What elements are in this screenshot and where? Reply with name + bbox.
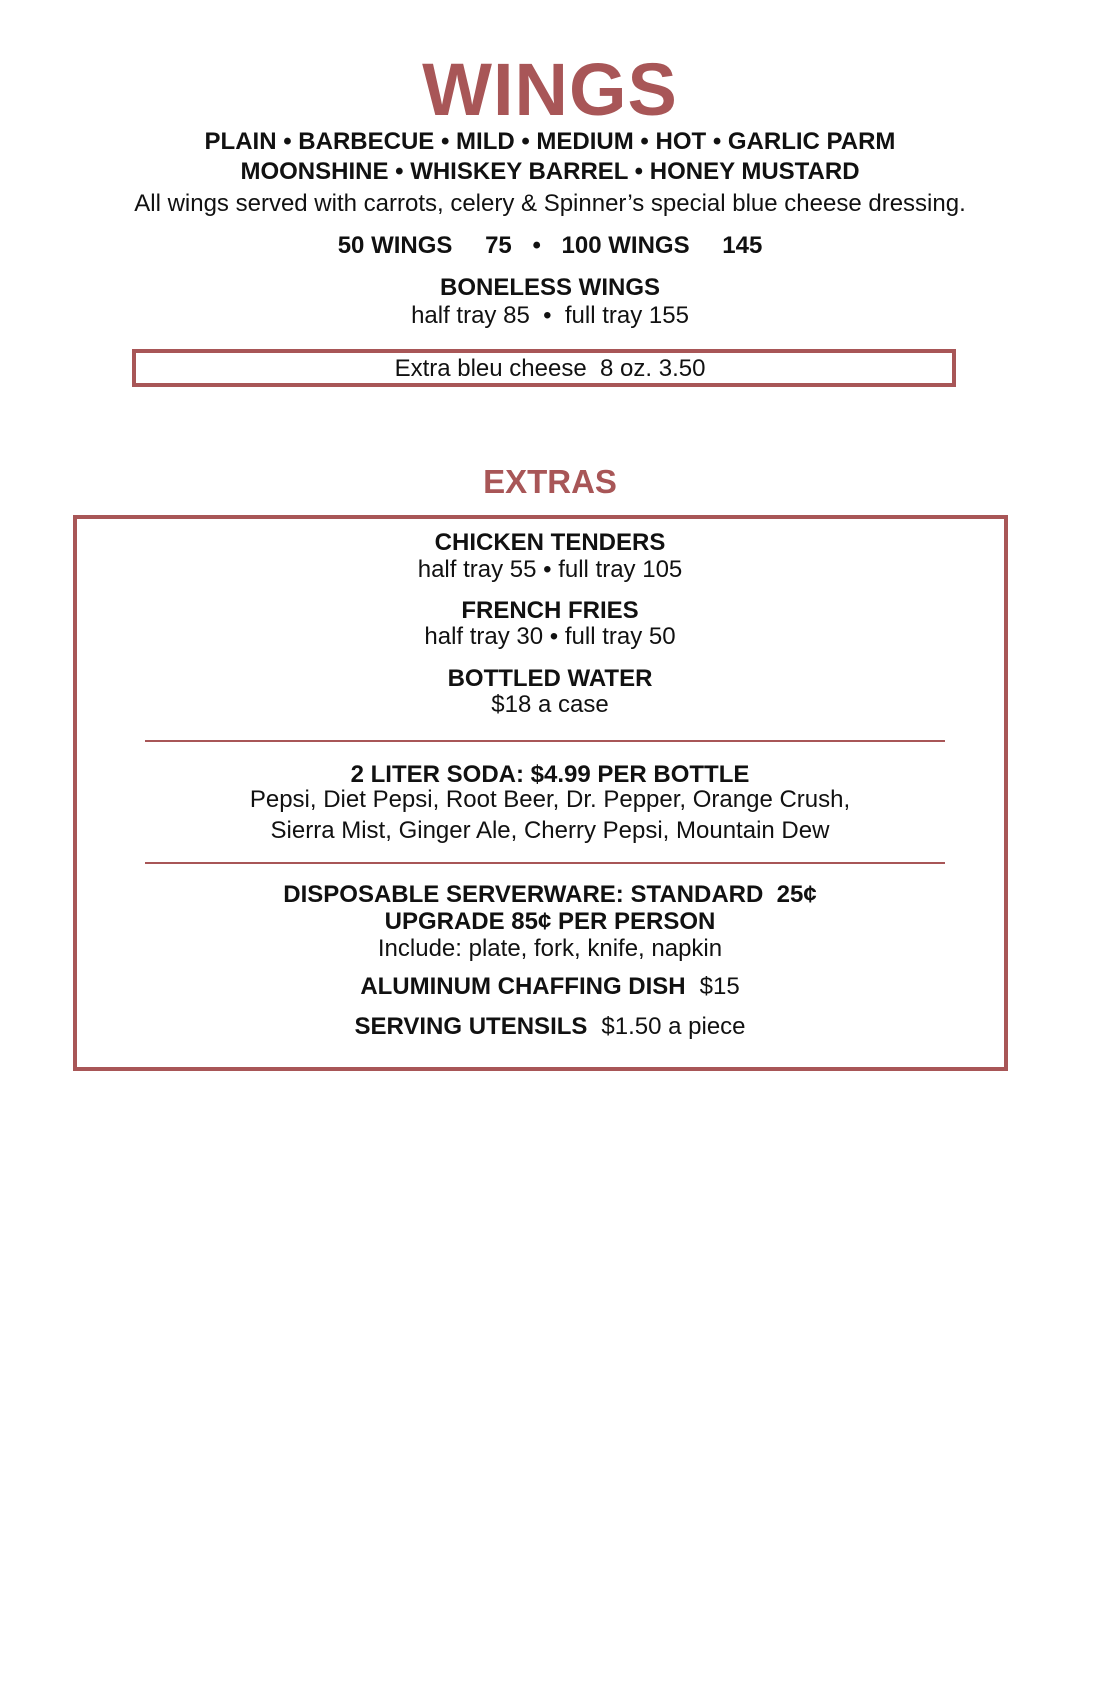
wings-50-label: 50 WINGS: [337, 232, 453, 259]
chaffing-dish-price: $15: [699, 973, 740, 1000]
serving-utensils-label: SERVING UTENSILS: [354, 1013, 588, 1040]
divider-1: [145, 740, 945, 742]
boneless-wings-title: BONELESS WINGS: [439, 274, 661, 301]
chaffing-dish-label: ALUMINUM CHAFFING DISH: [360, 973, 686, 1000]
wing-flavors-line-2: MOONSHINE • WHISKEY BARREL • HONEY MUSTARD: [240, 158, 860, 185]
extra-bleu-cheese-text: Extra bleu cheese 8 oz. 3.50: [394, 355, 706, 382]
french-fries-title: FRENCH FRIES: [461, 597, 639, 624]
wing-flavors-line-1: PLAIN • BARBECUE • MILD • MEDIUM • HOT • GARLIC PARM: [204, 128, 896, 155]
serving-utensils-price: $1.50 a piece: [601, 1013, 746, 1040]
wings-description: All wings served with carrots, celery & Spinner’s special blue cheese dressing.: [134, 190, 966, 217]
wings-title: WINGS: [422, 48, 678, 131]
serverware-line-2: UPGRADE 85¢ PER PERSON: [384, 908, 716, 935]
serving-utensils-row: [0, 1012, 1100, 1042]
boneless-wings-prices: half tray 85 • full tray 155: [411, 302, 689, 329]
wings-pricing: [0, 231, 1100, 261]
chaffing-dish-row: [0, 972, 1100, 1002]
soda-title: 2 LITER SODA: $4.99 PER BOTTLE: [350, 761, 750, 788]
extras-title: EXTRAS: [483, 463, 617, 500]
french-fries-prices: half tray 30 • full tray 50: [424, 623, 676, 650]
serverware-include: Include: plate, fork, knife, napkin: [377, 935, 723, 962]
divider-2: [145, 862, 945, 864]
wings-50-price: 75: [485, 232, 512, 259]
soda-list-line-2: Sierra Mist, Ginger Ale, Cherry Pepsi, Mountain Dew: [270, 817, 830, 844]
chicken-tenders-prices: half tray 55 • full tray 105: [417, 556, 683, 583]
chicken-tenders-title: CHICKEN TENDERS: [434, 529, 666, 556]
serverware-line-1: DISPOSABLE SERVERWARE: STANDARD 25¢: [283, 881, 817, 908]
pricing-separator: •: [532, 232, 541, 259]
bottled-water-price: $18 a case: [491, 691, 609, 718]
soda-list-line-1: Pepsi, Diet Pepsi, Root Beer, Dr. Pepper, Orange Crush,: [249, 786, 851, 813]
bottled-water-title: BOTTLED WATER: [447, 665, 653, 692]
wings-100-price: 145: [722, 232, 763, 259]
wings-100-label: 100 WINGS: [561, 232, 690, 259]
